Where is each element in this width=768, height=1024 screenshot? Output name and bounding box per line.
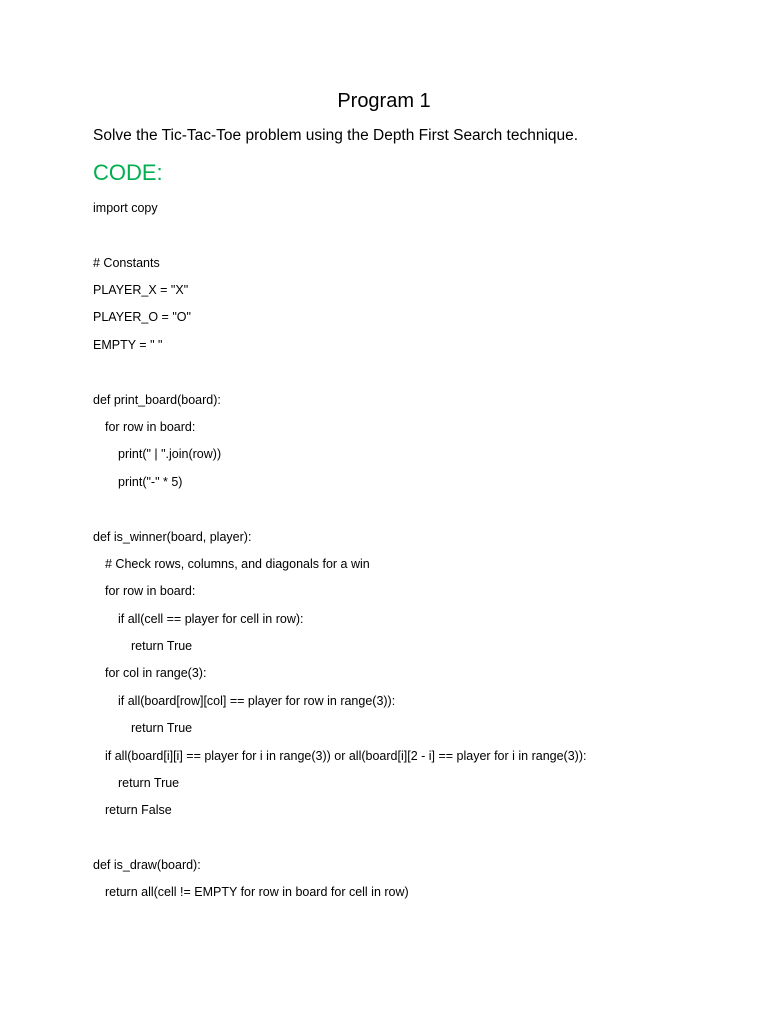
code-line: return True: [131, 721, 193, 735]
code-line: import copy: [93, 201, 158, 215]
code-line: PLAYER_O = "O": [93, 310, 191, 324]
code-line: if all(cell == player for cell in row):: [118, 612, 304, 626]
code-line: # Check rows, columns, and diagonals for a win: [105, 557, 370, 571]
page-title: Program 1: [337, 90, 431, 112]
code-line: print("-" * 5): [118, 475, 183, 489]
problem-statement: Solve the Tic-Tac-Toe problem using the Depth First Search technique.: [93, 127, 579, 144]
code-line: return True: [118, 776, 180, 790]
code-line: def is_winner(board, player):: [93, 530, 252, 544]
code-line: for row in board:: [105, 584, 196, 598]
code-line: for col in range(3):: [105, 666, 207, 680]
code-line: for row in board:: [105, 420, 196, 434]
code-line: if all(board[row][col] == player for row in range(3)):: [118, 694, 396, 708]
code-line: PLAYER_X = "X": [93, 283, 189, 297]
code-line: # Constants: [93, 256, 160, 270]
code-line: return True: [131, 639, 193, 653]
code-line: def is_draw(board):: [93, 858, 201, 872]
code-line: return False: [105, 803, 172, 817]
code-line: return all(cell != EMPTY for row in board for cell in row): [105, 885, 409, 899]
code-line: if all(board[i][i] == player for i in range(3)) or all(board[i][2 - i] == player for i in range(3)):: [105, 749, 587, 763]
code-line: EMPTY = " ": [93, 338, 163, 352]
code-line: print(" | ".join(row)): [118, 447, 222, 461]
code-line: def print_board(board):: [93, 393, 221, 407]
code-heading: CODE:: [93, 160, 163, 185]
